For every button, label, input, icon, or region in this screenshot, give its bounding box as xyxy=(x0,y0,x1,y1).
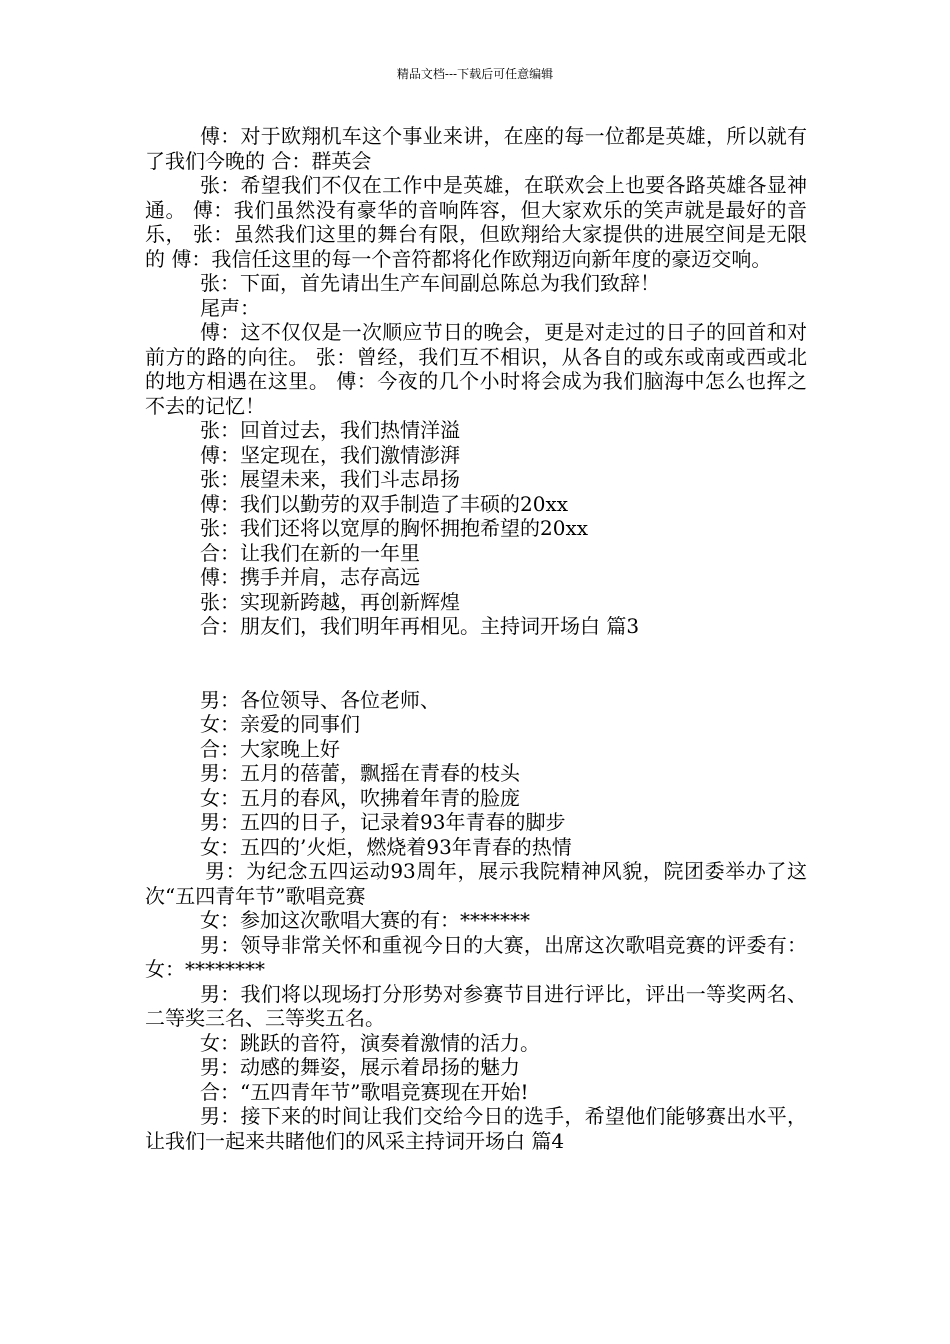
page-header: 精品文档---下载后可任意编辑 xyxy=(396,67,554,81)
paragraph: 男：五四的日子，记录着93年青春的脚步 xyxy=(200,810,566,834)
paragraph: 傅：坚定现在，我们激情澎湃 xyxy=(200,442,460,467)
paragraph: 合：让我们在新的一年里 xyxy=(200,540,420,565)
document-body xyxy=(145,124,807,1153)
paragraph: 男：动感的舞姿，展示着昂扬的魅力 xyxy=(200,1055,520,1079)
paragraph: 尾声： xyxy=(200,295,260,320)
paragraph: 傅：我们以勤劳的双手制造了丰硕的20xx xyxy=(200,491,569,516)
paragraph: 男：接下来的时间让我们交给今日的选手，希望他们能够赛出水平，让我们一起来共睹他们的风采主持词开场白 篇4 xyxy=(145,1104,807,1153)
paragraph: 合：朋友们，我们明年再相见。主持词开场白 篇3 xyxy=(200,614,640,638)
paragraph: 合：大家晚上好 xyxy=(200,736,340,761)
paragraph: 张：下面，首先请出生产车间副总陈总为我们致辞！ xyxy=(200,271,660,295)
section-gap xyxy=(145,639,807,688)
paragraph: 男：为纪念五四运动93周年，展示我院精神风貌，院团委举办了这次“五四青年节”歌唱竞赛 xyxy=(145,859,807,908)
paragraph: 傅：这不仅仅是一次顺应节日的晚会，更是对走过的日子的回首和对前方的路的向往。 张：曾经，我们互不相识，从各自的或东或南或西或北的地方相遇在这里。 傅：今夜的几个小时将会成为我们脑海中怎么也挥之不去的记忆！ xyxy=(145,320,807,418)
paragraph: 傅：对于欧翔机车这个事业来讲，在座的每一位都是英雄，所以就有了我们今晚的 合：群英会 xyxy=(145,124,807,173)
paragraph: 女：五月的春风，吹拂着年青的脸庞 xyxy=(200,785,520,810)
paragraph: 男：五月的蓓蕾，飘摇在青春的枝头 xyxy=(200,761,520,785)
paragraph: 张：回首过去，我们热情洋溢 xyxy=(200,418,460,442)
paragraph: 张：我们还将以宽厚的胸怀拥抱希望的20xx xyxy=(200,516,589,540)
paragraph: 男：领导非常关怀和重视今日的大赛，出席这次歌唱竞赛的评委有： 女：******** xyxy=(145,932,807,981)
paragraph: 女：五四的’火炬，燃烧着93年青春的热情 xyxy=(200,834,572,859)
paragraph: 张：展望未来，我们斗志昂扬 xyxy=(200,467,460,491)
paragraph: 女：跳跃的音符，演奏着激情的活力。 xyxy=(200,1030,540,1055)
paragraph: 张：实现新跨越，再创新辉煌 xyxy=(200,589,460,614)
paragraph: 男：各位领导、各位老师、 xyxy=(200,687,440,712)
paragraph: 张：希望我们不仅在工作中是英雄，在联欢会上也要各路英雄各显神通。 傅：我们虽然没有豪华的音响阵容，但大家欢乐的笑声就是最好的音乐， 张：虽然我们这里的舞台有限，但欧翔给大家提供的进展空间是无限的 傅：我信任这里的每一个音符都将化作欧翔迈向新年度的豪迈交响。 xyxy=(145,173,807,271)
paragraph: 女：参加这次歌唱大赛的有：******* xyxy=(200,908,530,932)
paragraph: 女：亲爱的同事们 xyxy=(200,712,360,736)
paragraph: 男：我们将以现场打分形势对参赛节目进行评比，评出一等奖两名、二等奖三名、三等奖五名。 xyxy=(145,981,807,1030)
paragraph: 傅：携手并肩，志存高远 xyxy=(200,565,420,589)
paragraph: 合：“五四青年节”歌唱竞赛现在开始! xyxy=(200,1079,529,1104)
